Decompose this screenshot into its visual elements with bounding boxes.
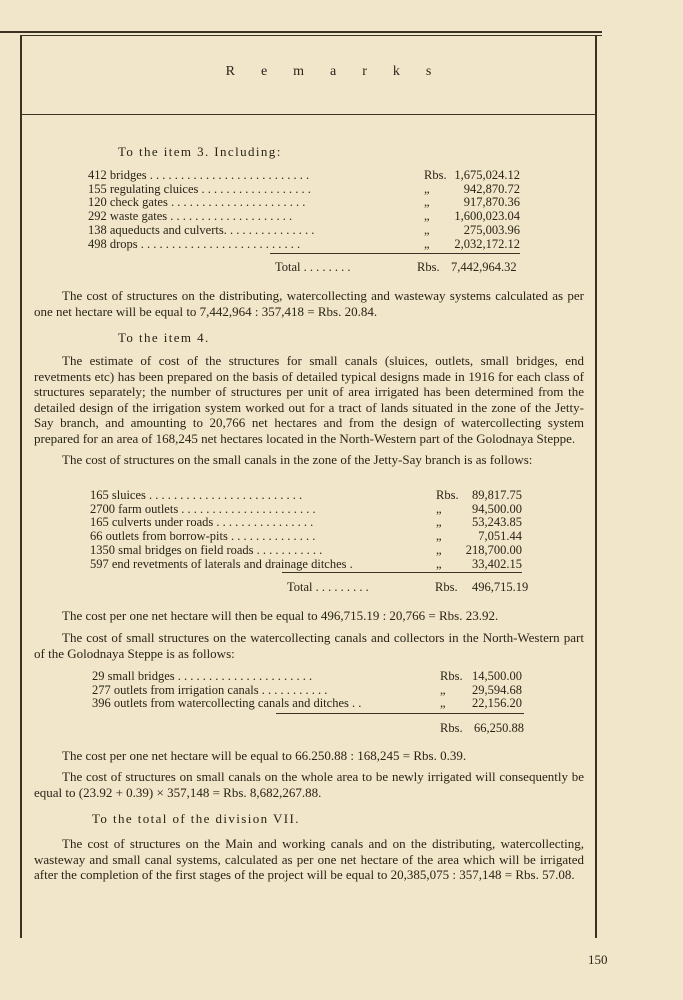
division7-paragraph: The cost of structures on the Main and working canals and on the distributing, watercollecting, wasteway and small canal systems, calculated as per one net hectare of the area which will be irrigated after the completion of the first stages of the project will be equal to 20,385,075 : 357,148 = Rbs. 57.08. xyxy=(34,836,584,883)
row-unit: „ xyxy=(424,195,430,210)
table-row xyxy=(90,529,522,543)
header-rule xyxy=(20,114,597,115)
item4-total2-unit: Rbs. xyxy=(440,721,463,735)
top-rule xyxy=(0,31,602,33)
right-border xyxy=(595,35,597,938)
row-label: 155 regulating cluices . . . . . . . . . . . . . . . . . . xyxy=(88,181,311,196)
item4-paragraph6: The cost of structures on small canals on the whole area to be newly irrigated will consequently be equal to (23.92 + 0.39) × 357,148 = Rbs. 8,682,267.88. xyxy=(34,769,584,800)
item4-heading: To the item 4. xyxy=(118,330,210,345)
row-value: 1,675,024.12 xyxy=(454,168,520,182)
item4-total2-value: 66,250.88 xyxy=(474,721,524,735)
row-value: 94,500.00 xyxy=(472,501,522,516)
row-unit: „ xyxy=(424,236,430,251)
row-unit: „ xyxy=(424,209,430,224)
row-value: 53,243.85 xyxy=(472,515,522,530)
row-unit: „ xyxy=(436,542,442,557)
row-value: 275,003.96 xyxy=(463,222,520,237)
row-value: 22,156.20 xyxy=(472,696,522,711)
row-unit: „ xyxy=(436,501,442,516)
row-label: 498 drops . . . . . . . . . . . . . . . . . . . . . . . . . . xyxy=(88,236,301,251)
row-label: 138 aqueducts and culverts. . . . . . . . . . . . . . . xyxy=(88,222,315,237)
item4-paragraph4: The cost of small structures on the watercollecting canals and collectors in the North-Western part of the Golodnaya Steppe is as follows: xyxy=(34,630,584,661)
division7-heading: To the total of the division VII. xyxy=(92,811,300,826)
row-unit: Rbs. xyxy=(440,669,463,683)
table-row xyxy=(88,195,520,209)
item4-total-rule xyxy=(282,572,522,573)
row-unit: „ xyxy=(424,181,430,196)
row-value: 218,700.00 xyxy=(465,542,522,557)
row-value: 917,870.36 xyxy=(463,195,520,210)
row-unit: „ xyxy=(424,222,430,237)
item4-paragraph5: The cost per one net hectare will be equal to 66.250.88 : 168,245 = Rbs. 0.39. xyxy=(62,748,467,763)
item4-total-value: 496,715.19 xyxy=(472,580,529,594)
row-value: 14,500.00 xyxy=(472,669,522,683)
item4-total-label: Total . . . . . . . . . xyxy=(287,580,369,594)
row-unit: „ xyxy=(440,682,446,697)
row-value: 1,600,023.04 xyxy=(454,209,520,224)
table-row xyxy=(92,669,522,683)
item4-total-unit: Rbs. xyxy=(435,580,458,594)
item4-total xyxy=(287,580,529,595)
row-unit: „ xyxy=(440,696,446,711)
row-value: 2,032,172.12 xyxy=(454,236,520,251)
row-label: 412 bridges . . . . . . . . . . . . . . . . . . . . . . . . . . xyxy=(88,168,310,182)
table-row xyxy=(90,488,522,502)
table-row xyxy=(92,683,522,697)
row-unit: Rbs. xyxy=(424,168,447,182)
row-unit: „ xyxy=(436,515,442,530)
item4-paragraph1: The estimate of cost of the structures for small canals (sluices, outlets, small bridges, end revetments etc) has been prepared on the basis of detailed typical designs made in 1916 for each class of structures separately; the number of structures per unit of area irrigated has been determined from the detailed design of the irrigation system worked out for a tract of lands situated in the zone of the Jetty-Say branch, and amounting to 20,766 net hectares and from the design of watercollecting system prepared for an area of 168,245 net hectares located in the North-Western part of the Golodnaya Steppe. xyxy=(34,353,584,446)
table-row xyxy=(88,168,520,182)
item3-heading: To the item 3. Including: xyxy=(118,144,282,159)
row-value: 7,051.44 xyxy=(478,529,522,544)
table-row xyxy=(90,502,522,516)
left-border xyxy=(20,35,22,938)
row-label: 292 waste gates . . . . . . . . . . . . . . . . . . . . xyxy=(88,209,293,224)
row-value: 942,870.72 xyxy=(463,181,520,196)
item4-total2-rule xyxy=(276,713,524,714)
row-unit: „ xyxy=(436,556,442,571)
item4-paragraph2: The cost of structures on the small canals in the zone of the Jetty-Say branch is as follows: xyxy=(62,452,533,467)
item3-total-value: 7,442,964.32 xyxy=(451,260,517,274)
table-row xyxy=(90,543,522,557)
row-label: 1350 smal bridges on field roads . . . . . . . . . . . xyxy=(90,542,323,557)
row-label: 165 culverts under roads . . . . . . . . . . . . . . . . xyxy=(90,515,314,530)
table-row xyxy=(88,182,520,196)
table-row xyxy=(90,557,522,571)
item3-total-label: Total . . . . . . . . xyxy=(275,260,351,274)
top-rule-inner xyxy=(20,35,602,36)
item3-total-rule xyxy=(270,253,520,254)
page-heading: Remarks xyxy=(225,64,458,79)
row-label: 66 outlets from borrow-pits . . . . . . . . . . . . . . xyxy=(90,529,316,544)
table-row xyxy=(88,223,520,237)
item3-total-unit: Rbs. xyxy=(417,260,440,274)
table-row xyxy=(90,515,522,529)
row-value: 89,817.75 xyxy=(472,488,522,502)
item4-total2 xyxy=(440,721,524,736)
table-row xyxy=(88,237,520,251)
table-row xyxy=(88,209,520,223)
row-label: 165 sluices . . . . . . . . . . . . . . . . . . . . . . . . . xyxy=(90,488,303,502)
item3-total xyxy=(275,260,517,275)
row-label: 277 outlets from irrigation canals . . . . . . . . . . . xyxy=(92,682,328,697)
row-label: 2700 farm outlets . . . . . . . . . . . . . . . . . . . . . . xyxy=(90,501,316,516)
row-label: 396 outlets from watercollecting canals and ditches . . xyxy=(92,696,362,711)
row-unit: Rbs. xyxy=(436,488,459,502)
row-label: 29 small bridges . . . . . . . . . . . . . . . . . . . . . . xyxy=(92,669,313,683)
row-unit: „ xyxy=(436,529,442,544)
row-value: 29,594.68 xyxy=(472,682,522,697)
table-row xyxy=(92,696,522,710)
row-label: 120 check gates . . . . . . . . . . . . . . . . . . . . . . xyxy=(88,195,306,210)
item3-paragraph: The cost of structures on the distributing, watercollecting and wasteway systems calculated as per one net hectare will be equal to 7,442,964 : 357,418 = Rbs. 20.84. xyxy=(34,288,584,319)
item4-paragraph3: The cost per one net hectare will then be equal to 496,715.19 : 20,766 = Rbs. 23.92. xyxy=(62,608,499,623)
row-value: 33,402.15 xyxy=(472,556,522,571)
page-number: 150 xyxy=(588,952,608,967)
row-label: 597 end revetments of laterals and drainage ditches . xyxy=(90,556,353,571)
